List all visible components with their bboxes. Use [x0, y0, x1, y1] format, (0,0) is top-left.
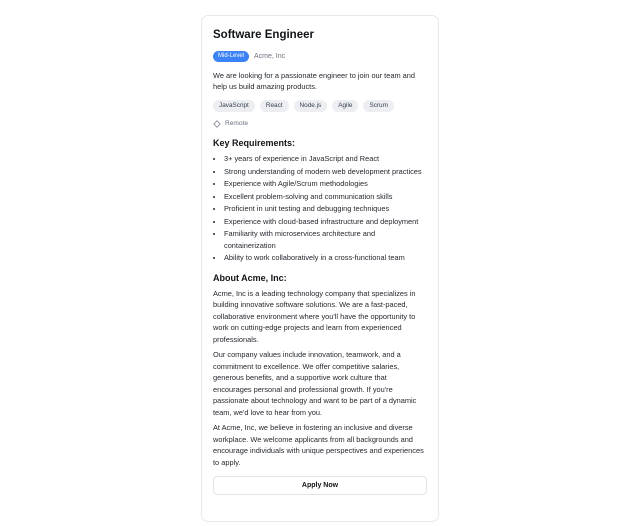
skills-list: [213, 100, 427, 112]
level-badge: Mid-Level: [213, 51, 249, 62]
requirement-item: • 3+ years of experience in JavaScript and React: [224, 153, 427, 165]
skill-tag: React: [260, 100, 289, 112]
requirement-item: • Experience with Agile/Scrum methodologies: [224, 178, 427, 190]
about-section: [213, 272, 427, 469]
job-intro: We are looking for a passionate engineer to join our team and help us build amazing products.: [213, 71, 416, 91]
about-heading: About Acme, Inc:: [213, 272, 287, 283]
about-paragraph: Our company values include innovation, teamwork, and a commitment to excellence. We offer competitive salaries, generous benefits, and a supportive work culture that encourages personal and professional growth. If you're passionate about technology and want to be part of a dynamic team, we'd love to hear from you.: [213, 350, 417, 417]
job-location: [213, 119, 427, 129]
job-title: Software Engineer: [213, 29, 314, 41]
requirement-item: • Strong understanding of modern web development practices: [224, 166, 427, 178]
job-card: [201, 15, 439, 522]
skill-tag: Node.js: [294, 100, 328, 112]
requirements-heading: Key Requirements:: [213, 138, 296, 148]
company-name: Acme, Inc: [254, 52, 286, 60]
requirement-item: • Ability to work collaboratively in a cross-functional team: [224, 252, 427, 264]
skill-tag: Agile: [332, 100, 358, 112]
apply-now-button[interactable]: Apply Now: [213, 476, 427, 495]
skill-tag: JavaScript: [213, 100, 255, 112]
about-paragraph: Acme, Inc is a leading technology company that specializes in building innovative software solutions. We are a fast-paced, collaborative environment where you'll have the opportunity to work on cutting-edge projects and learn from experienced professionals.: [213, 288, 416, 344]
requirement-item: • Proficient in unit testing and debugging techniques: [224, 203, 427, 215]
about-paragraph: At Acme, Inc, we believe in fostering an inclusive and diverse workplace. We welcome applicants from all backgrounds and encourage individuals with unique perspectives and experiences to apply.: [213, 423, 424, 467]
job-meta: [213, 50, 427, 62]
requirement-item: • Excellent problem-solving and communication skills: [224, 191, 427, 203]
diamond-icon: [213, 120, 221, 128]
location-label: Remote: [225, 120, 249, 127]
requirement-item: • Familiarity with microservices architecture and containerization: [224, 228, 427, 251]
requirement-item: • Experience with cloud-based infrastructure and deployment: [224, 216, 427, 228]
skill-tag: Scrum: [363, 100, 393, 112]
requirements-list: [213, 153, 427, 264]
